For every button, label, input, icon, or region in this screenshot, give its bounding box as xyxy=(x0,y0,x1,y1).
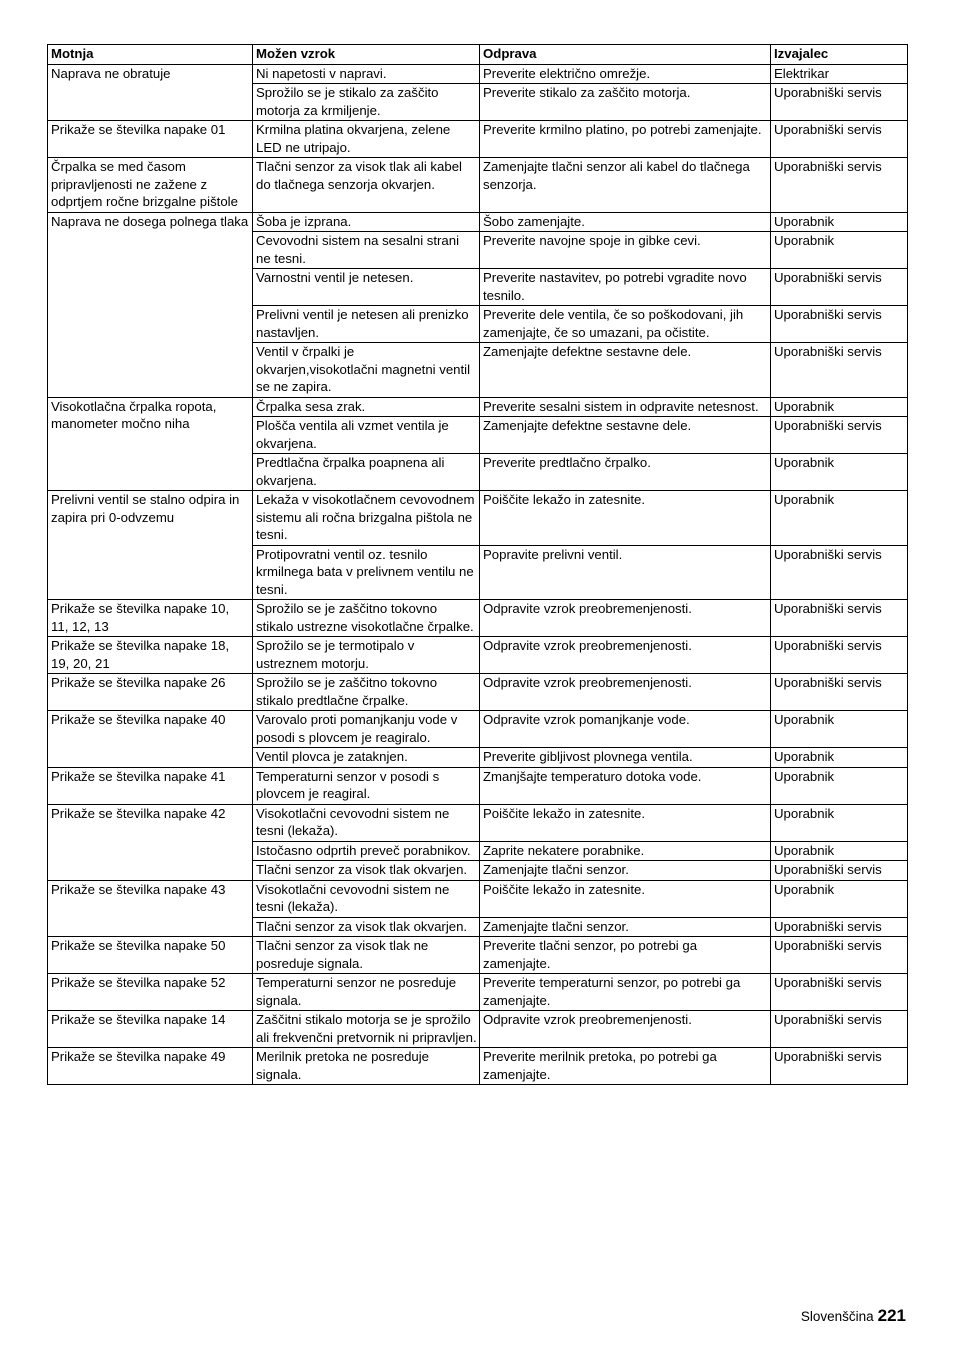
remedy-cell: Zmanjšajte temperaturo dotoka vode. xyxy=(480,767,771,804)
performer-cell: Uporabniški servis xyxy=(771,1048,908,1085)
table-row xyxy=(48,880,908,917)
troubleshooting-table xyxy=(47,44,908,1085)
remedy-cell: Zamenjajte tlačni senzor. xyxy=(480,861,771,881)
performer-cell: Uporabniški servis xyxy=(771,637,908,674)
cause-cell: Zaščitni stikalo motorja se je sprožilo ali frekvenčni pretvornik ni pripravljen. xyxy=(253,1011,480,1048)
cause-cell: Plošča ventila ali vzmet ventila je okvarjena. xyxy=(253,417,480,454)
performer-cell: Uporabnik xyxy=(771,767,908,804)
performer-cell: Uporabnik xyxy=(771,212,908,232)
cause-cell: Črpalka sesa zrak. xyxy=(253,397,480,417)
performer-cell: Uporabnik xyxy=(771,880,908,917)
remedy-cell: Zamenjajte tlačni senzor. xyxy=(480,917,771,937)
table-row xyxy=(48,1011,908,1048)
cause-cell: Merilnik pretoka ne posreduje signala. xyxy=(253,1048,480,1085)
cause-cell: Visokotlačni cevovodni sistem ne tesni (lekaža). xyxy=(253,804,480,841)
performer-cell: Elektrikar xyxy=(771,64,908,84)
performer-cell: Uporabnik xyxy=(771,711,908,748)
remedy-cell: Zamenjajte defektne sestavne dele. xyxy=(480,417,771,454)
performer-cell: Uporabniški servis xyxy=(771,600,908,637)
fault-cell: Prikaže se številka napake 18, 19, 20, 21 xyxy=(48,637,253,674)
footer-language: Slovenščina xyxy=(800,1309,874,1324)
fault-cell: Prikaže se številka napake 52 xyxy=(48,974,253,1011)
cause-cell: Sprožilo se je termotipalo v ustreznem motorju. xyxy=(253,637,480,674)
table-body xyxy=(48,64,908,1085)
performer-cell: Uporabniški servis xyxy=(771,417,908,454)
cause-cell: Šoba je izprana. xyxy=(253,212,480,232)
performer-cell: Uporabniški servis xyxy=(771,158,908,213)
table-header-row xyxy=(48,45,908,65)
remedy-cell: Preverite stikalo za zaščito motorja. xyxy=(480,84,771,121)
performer-cell: Uporabniški servis xyxy=(771,674,908,711)
cause-cell: Varnostni ventil je netesen. xyxy=(253,269,480,306)
remedy-cell: Preverite nastavitev, po potrebi vgradite novo tesnilo. xyxy=(480,269,771,306)
cause-cell: Istočasno odprtih preveč porabnikov. xyxy=(253,841,480,861)
cause-cell: Ni napetosti v napravi. xyxy=(253,64,480,84)
cause-cell: Prelivni ventil je netesen ali prenizko nastavljen. xyxy=(253,306,480,343)
cause-cell: Temperaturni senzor ne posreduje signala. xyxy=(253,974,480,1011)
table-row xyxy=(48,64,908,84)
fault-cell: Prikaže se številka napake 40 xyxy=(48,711,253,768)
performer-cell: Uporabniški servis xyxy=(771,974,908,1011)
remedy-cell: Preverite krmilno platino, po potrebi zamenjajte. xyxy=(480,121,771,158)
remedy-cell: Preverite tlačni senzor, po potrebi ga zamenjajte. xyxy=(480,937,771,974)
performer-cell: Uporabnik xyxy=(771,397,908,417)
cause-cell: Tlačni senzor za visok tlak ne posreduje signala. xyxy=(253,937,480,974)
cause-cell: Predtlačna črpalka poapnena ali okvarjena. xyxy=(253,454,480,491)
fault-cell: Prikaže se številka napake 14 xyxy=(48,1011,253,1048)
table-row xyxy=(48,600,908,637)
remedy-cell: Odpravite vzrok preobremenjenosti. xyxy=(480,674,771,711)
remedy-cell: Zamenjajte defektne sestavne dele. xyxy=(480,343,771,398)
performer-cell: Uporabnik xyxy=(771,232,908,269)
cause-cell: Ventil plovca je zataknjen. xyxy=(253,748,480,768)
remedy-cell: Odpravite vzrok preobremenjenosti. xyxy=(480,1011,771,1048)
header-motnja: Motnja xyxy=(48,45,253,65)
table-row xyxy=(48,158,908,213)
fault-cell: Prikaže se številka napake 01 xyxy=(48,121,253,158)
cause-cell: Protipovratni ventil oz. tesnilo krmilnega bata v prelivnem ventilu ne tesni. xyxy=(253,545,480,600)
performer-cell: Uporabniški servis xyxy=(771,937,908,974)
remedy-cell: Popravite prelivni ventil. xyxy=(480,545,771,600)
remedy-cell: Poiščite lekažo in zatesnite. xyxy=(480,804,771,841)
performer-cell: Uporabniški servis xyxy=(771,84,908,121)
cause-cell: Ventil v črpalki je okvarjen,visokotlačni magnetni ventil se ne zapira. xyxy=(253,343,480,398)
performer-cell: Uporabniški servis xyxy=(771,861,908,881)
header-odprava: Odprava xyxy=(480,45,771,65)
table-row xyxy=(48,937,908,974)
page-footer xyxy=(801,1306,906,1327)
cause-cell: Sprožilo se je zaščitno tokovno stikalo ustrezne visokotlačne črpalke. xyxy=(253,600,480,637)
header-izvajalec: Izvajalec xyxy=(771,45,908,65)
remedy-cell: Poiščite lekažo in zatesnite. xyxy=(480,491,771,546)
remedy-cell: Preverite predtlačno črpalko. xyxy=(480,454,771,491)
performer-cell: Uporabniški servis xyxy=(771,269,908,306)
fault-cell: Prikaže se številka napake 49 xyxy=(48,1048,253,1085)
remedy-cell: Preverite temperaturni senzor, po potrebi ga zamenjajte. xyxy=(480,974,771,1011)
performer-cell: Uporabniški servis xyxy=(771,917,908,937)
cause-cell: Sprožilo se je zaščitno tokovno stikalo predtlačne črpalke. xyxy=(253,674,480,711)
table-row xyxy=(48,397,908,417)
remedy-cell: Poiščite lekažo in zatesnite. xyxy=(480,880,771,917)
fault-cell: Prikaže se številka napake 43 xyxy=(48,880,253,937)
table-row xyxy=(48,491,908,546)
table-row xyxy=(48,674,908,711)
fault-cell: Prikaže se številka napake 41 xyxy=(48,767,253,804)
performer-cell: Uporabniški servis xyxy=(771,1011,908,1048)
cause-cell: Krmilna platina okvarjena, zelene LED ne utripajo. xyxy=(253,121,480,158)
cause-cell: Varovalo proti pomanjkanju vode v posodi s plovcem je reagiralo. xyxy=(253,711,480,748)
fault-cell: Visokotlačna črpalka ropota, manometer močno niha xyxy=(48,397,253,491)
remedy-cell: Preverite gibljivost plovnega ventila. xyxy=(480,748,771,768)
remedy-cell: Preverite navojne spoje in gibke cevi. xyxy=(480,232,771,269)
table-row xyxy=(48,804,908,841)
table-row xyxy=(48,121,908,158)
table-row xyxy=(48,637,908,674)
remedy-cell: Preverite merilnik pretoka, po potrebi ga zamenjajte. xyxy=(480,1048,771,1085)
cause-cell: Lekaža v visokotlačnem cevovodnem sistemu ali ročna brizgalna pištola ne tesni. xyxy=(253,491,480,546)
remedy-cell: Preverite dele ventila, če so poškodovani, jih zamenjajte, če so umazani, pa očistite. xyxy=(480,306,771,343)
table-row xyxy=(48,711,908,748)
table-row xyxy=(48,1048,908,1085)
cause-cell: Cevovodni sistem na sesalni strani ne tesni. xyxy=(253,232,480,269)
remedy-cell: Šobo zamenjajte. xyxy=(480,212,771,232)
performer-cell: Uporabnik xyxy=(771,454,908,491)
fault-cell: Prikaže se številka napake 42 xyxy=(48,804,253,880)
cause-cell: Tlačni senzor za visok tlak okvarjen. xyxy=(253,861,480,881)
table-row xyxy=(48,212,908,232)
table-row xyxy=(48,974,908,1011)
remedy-cell: Odpravite vzrok preobremenjenosti. xyxy=(480,600,771,637)
cause-cell: Tlačni senzor za visok tlak okvarjen. xyxy=(253,917,480,937)
performer-cell: Uporabnik xyxy=(771,841,908,861)
performer-cell: Uporabniški servis xyxy=(771,545,908,600)
remedy-cell: Preverite električno omrežje. xyxy=(480,64,771,84)
performer-cell: Uporabnik xyxy=(771,748,908,768)
header-mozen-vzrok: Možen vzrok xyxy=(253,45,480,65)
performer-cell: Uporabnik xyxy=(771,491,908,546)
cause-cell: Sprožilo se je stikalo za zaščito motorja za krmiljenje. xyxy=(253,84,480,121)
cause-cell: Visokotlačni cevovodni sistem ne tesni (lekaža). xyxy=(253,880,480,917)
performer-cell: Uporabnik xyxy=(771,804,908,841)
cause-cell: Tlačni senzor za visok tlak ali kabel do tlačnega senzorja okvarjen. xyxy=(253,158,480,213)
remedy-cell: Preverite sesalni sistem in odpravite netesnost. xyxy=(480,397,771,417)
table-row xyxy=(48,767,908,804)
performer-cell: Uporabniški servis xyxy=(771,306,908,343)
fault-cell: Naprava ne obratuje xyxy=(48,64,253,121)
remedy-cell: Odpravite vzrok preobremenjenosti. xyxy=(480,637,771,674)
cause-cell: Temperaturni senzor v posodi s plovcem je reagiral. xyxy=(253,767,480,804)
remedy-cell: Odpravite vzrok pomanjkanje vode. xyxy=(480,711,771,748)
remedy-cell: Zaprite nekatere porabnike. xyxy=(480,841,771,861)
fault-cell: Prikaže se številka napake 50 xyxy=(48,937,253,974)
fault-cell: Naprava ne dosega polnega tlaka xyxy=(48,212,253,397)
performer-cell: Uporabniški servis xyxy=(771,343,908,398)
page-number: 221 xyxy=(877,1306,906,1325)
performer-cell: Uporabniški servis xyxy=(771,121,908,158)
fault-cell: Črpalka se med časom pripravljenosti ne zažene z odprtjem ročne brizgalne pištole xyxy=(48,158,253,213)
fault-cell: Prikaže se številka napake 26 xyxy=(48,674,253,711)
fault-cell: Prelivni ventil se stalno odpira in zapira pri 0-odvzemu xyxy=(48,491,253,600)
remedy-cell: Zamenjajte tlačni senzor ali kabel do tlačnega senzorja. xyxy=(480,158,771,213)
fault-cell: Prikaže se številka napake 10, 11, 12, 13 xyxy=(48,600,253,637)
